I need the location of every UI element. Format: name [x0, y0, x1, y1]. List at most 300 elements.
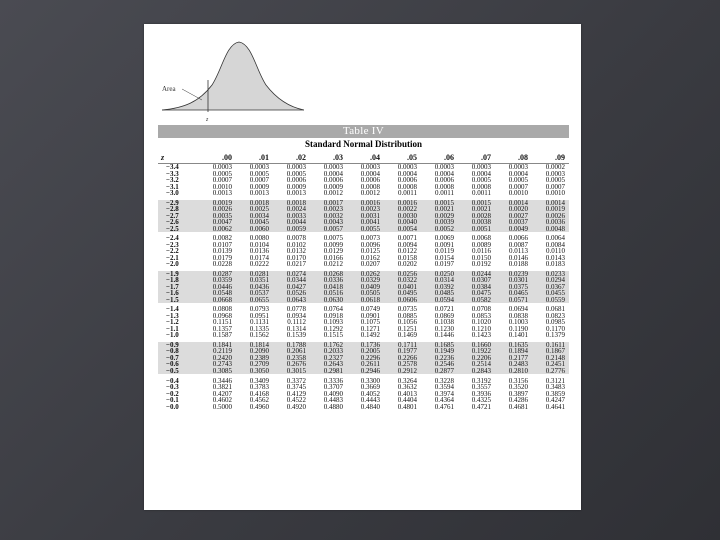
z-value-cell: −3.4	[166, 163, 179, 171]
probability-cell: 0.0351	[236, 277, 273, 284]
probability-cell: 0.4207	[212, 389, 232, 398]
probability-cell: 0.0322	[384, 277, 421, 284]
probability-cell: 0.1587	[212, 331, 232, 340]
probability-cell: 0.0183	[545, 260, 565, 269]
column-header: .03	[310, 151, 347, 164]
probability-cell: 0.2236	[421, 355, 458, 362]
z-value-cell: −2.3	[166, 240, 179, 249]
probability-cell: 0.0139	[212, 247, 232, 256]
probability-cell: 0.4522	[286, 396, 306, 405]
probability-cell: 0.0091	[434, 240, 454, 249]
z-table-body	[158, 164, 569, 411]
probability-cell: 0.1075	[360, 318, 380, 327]
probability-cell: 0.3015	[273, 368, 310, 375]
probability-cell: 0.0023	[310, 206, 347, 213]
probability-cell: 0.0495	[384, 290, 421, 297]
probability-cell: 0.1190	[509, 324, 528, 333]
probability-cell: 0.1469	[397, 331, 417, 340]
probability-cell: 0.4681	[508, 402, 528, 411]
probability-cell: 0.0010	[212, 182, 232, 191]
probability-cell: 0.0287	[199, 271, 236, 278]
probability-cell: 0.2611	[347, 361, 384, 368]
probability-cell: 0.1314	[286, 324, 306, 333]
probability-cell: 0.0281	[236, 271, 273, 278]
probability-cell: 0.3050	[236, 368, 273, 375]
probability-cell: 0.0008	[397, 182, 417, 191]
probability-cell: 0.4090	[323, 389, 343, 398]
z-value-cell: −1.0	[166, 331, 179, 340]
z-table-header-row	[158, 151, 569, 164]
probability-cell: 0.0008	[434, 182, 454, 191]
probability-cell: 0.0582	[458, 297, 495, 304]
probability-cell: 0.0048	[532, 226, 569, 233]
probability-cell: 0.4013	[397, 389, 417, 398]
z-value-cell: −1.8	[158, 277, 199, 284]
probability-cell: 0.0537	[236, 290, 273, 297]
probability-cell: 0.0336	[310, 277, 347, 284]
probability-cell: 0.1335	[249, 324, 269, 333]
probability-cell: 0.0122	[397, 247, 417, 256]
probability-cell: 0.0559	[532, 297, 569, 304]
probability-cell: 0.0681	[545, 305, 565, 314]
probability-cell: 0.0192	[471, 260, 491, 269]
probability-cell: 0.0793	[249, 305, 269, 314]
probability-cell: 0.0244	[458, 271, 495, 278]
probability-cell: 0.0049	[495, 226, 532, 233]
probability-cell: 0.0968	[212, 311, 232, 320]
probability-cell: 0.4443	[360, 396, 380, 405]
probability-cell: 0.2946	[347, 368, 384, 375]
probability-cell: 0.0475	[458, 290, 495, 297]
probability-cell: 0.1020	[471, 318, 491, 327]
probability-cell: 0.2119	[199, 348, 236, 355]
probability-cell: 0.0239	[495, 271, 532, 278]
probability-cell: 0.0033	[273, 213, 310, 220]
probability-cell: 0.0166	[323, 253, 343, 262]
probability-cell: 0.0071	[397, 234, 417, 243]
probability-cell: 0.0006	[360, 176, 380, 184]
z-value-cell: −1.4	[166, 305, 179, 314]
probability-cell: 0.0089	[471, 240, 491, 249]
probability-cell: 0.4840	[360, 402, 380, 411]
probability-cell: 0.0019	[532, 206, 569, 213]
probability-cell: 0.0012	[323, 189, 343, 197]
probability-cell: 0.4247	[545, 396, 565, 405]
probability-cell: 0.0808	[212, 305, 232, 314]
z-value-cell: −2.4	[166, 234, 179, 243]
probability-cell: 0.0003	[508, 163, 528, 171]
column-header: .04	[347, 151, 384, 164]
probability-cell: 0.0764	[323, 305, 343, 314]
probability-cell: 0.0005	[286, 169, 306, 178]
probability-cell: 0.2877	[421, 368, 458, 375]
probability-cell: 0.0006	[397, 176, 417, 184]
probability-cell: 0.0003	[249, 163, 269, 171]
probability-cell: 0.0055	[347, 226, 384, 233]
z-column-header: z	[158, 151, 199, 164]
probability-cell: 0.1292	[323, 324, 343, 333]
probability-cell: 0.0392	[421, 284, 458, 291]
probability-cell: 0.0075	[323, 234, 343, 243]
column-header: .06	[421, 151, 458, 164]
probability-cell: 0.2643	[310, 361, 347, 368]
probability-cell: 0.0025	[236, 206, 273, 213]
probability-cell: 0.4920	[286, 402, 306, 411]
probability-cell: 0.0694	[508, 305, 528, 314]
probability-cell: 0.0143	[545, 253, 565, 262]
probability-cell: 0.0409	[347, 284, 384, 291]
probability-cell: 0.0217	[286, 260, 306, 269]
probability-cell: 0.1492	[360, 331, 380, 340]
probability-cell: 0.1867	[532, 348, 569, 355]
probability-cell: 0.4325	[471, 396, 491, 405]
probability-cell: 0.0102	[286, 240, 306, 249]
z-value-cell: −0.7	[158, 355, 199, 362]
document-page	[144, 24, 581, 510]
column-header: .07	[458, 151, 495, 164]
probability-cell: 0.4761	[434, 402, 454, 411]
z-value-cell: −1.7	[158, 284, 199, 291]
probability-cell: 0.0087	[508, 240, 528, 249]
probability-cell: 0.2810	[495, 368, 532, 375]
z-value-cell: −0.8	[158, 348, 199, 355]
probability-cell: 0.1711	[384, 342, 421, 349]
probability-cell: 0.0485	[421, 290, 458, 297]
probability-cell: 0.1736	[347, 342, 384, 349]
probability-cell: 0.0004	[508, 169, 528, 178]
probability-cell: 0.4960	[249, 402, 269, 411]
probability-cell: 0.1423	[471, 331, 491, 340]
probability-cell: 0.0014	[495, 200, 532, 207]
z-value-cell: −1.2	[166, 318, 179, 327]
probability-cell: 0.1922	[458, 348, 495, 355]
probability-cell: 0.4286	[508, 396, 528, 405]
probability-cell: 0.0051	[458, 226, 495, 233]
probability-cell: 0.0039	[421, 219, 458, 226]
probability-cell: 0.0073	[360, 234, 380, 243]
probability-cell: 0.2420	[199, 355, 236, 362]
probability-cell: 0.0708	[471, 305, 491, 314]
probability-cell: 0.1003	[508, 318, 528, 327]
probability-cell: 0.0174	[249, 253, 269, 262]
probability-cell: 0.3707	[323, 383, 343, 392]
area-label: Area	[162, 85, 176, 93]
probability-cell: 0.0823	[545, 311, 565, 320]
table-title: Table IV	[158, 125, 569, 138]
probability-cell: 0.1539	[286, 331, 306, 340]
probability-cell: 0.1660	[458, 342, 495, 349]
z-value-cell: −1.9	[158, 271, 199, 278]
probability-cell: 0.0294	[532, 277, 569, 284]
probability-cell: 0.0016	[384, 200, 421, 207]
probability-cell: 0.0023	[347, 206, 384, 213]
probability-cell: 0.3121	[545, 376, 565, 385]
probability-cell: 0.0094	[397, 240, 417, 249]
probability-cell: 0.0006	[434, 176, 454, 184]
probability-cell: 0.0918	[323, 311, 343, 320]
z-value-cell: −2.8	[158, 206, 199, 213]
probability-cell: 0.0005	[545, 176, 565, 184]
probability-cell: 0.1357	[212, 324, 232, 333]
probability-cell: 0.0007	[249, 176, 269, 184]
probability-cell: 0.3156	[508, 376, 528, 385]
probability-cell: 0.0150	[471, 253, 491, 262]
probability-cell: 0.3783	[249, 383, 269, 392]
z-value-cell: −0.1	[166, 396, 179, 405]
z-value-cell: −3.2	[166, 176, 179, 184]
probability-cell: 0.0146	[508, 253, 528, 262]
probability-cell: 0.3669	[360, 383, 380, 392]
probability-cell: 0.0024	[273, 206, 310, 213]
probability-cell: 0.3821	[212, 383, 232, 392]
probability-cell: 0.0606	[384, 297, 421, 304]
probability-cell: 0.0401	[384, 284, 421, 291]
probability-cell: 0.0132	[286, 247, 306, 256]
probability-cell: 0.4880	[323, 402, 343, 411]
probability-cell: 0.0222	[249, 260, 269, 269]
probability-cell: 0.0014	[532, 200, 569, 207]
probability-cell: 0.0038	[458, 219, 495, 226]
probability-cell: 0.0516	[310, 290, 347, 297]
probability-cell: 0.0082	[212, 234, 232, 243]
probability-cell: 0.0749	[360, 305, 380, 314]
probability-cell: 0.3192	[471, 376, 491, 385]
probability-cell: 0.0901	[360, 311, 380, 320]
probability-cell: 0.0026	[199, 206, 236, 213]
probability-cell: 0.0344	[273, 277, 310, 284]
probability-cell: 0.0052	[421, 226, 458, 233]
probability-cell: 0.2389	[236, 355, 273, 362]
probability-cell: 0.0013	[212, 189, 232, 197]
probability-cell: 0.2843	[458, 368, 495, 375]
probability-cell: 0.3745	[286, 383, 306, 392]
probability-cell: 0.0375	[495, 284, 532, 291]
probability-cell: 0.1446	[434, 331, 454, 340]
probability-cell: 0.0003	[212, 163, 232, 171]
probability-cell: 0.1762	[310, 342, 347, 349]
z-value-cell: −1.5	[158, 297, 199, 304]
probability-cell: 0.0013	[286, 189, 306, 197]
column-header: .01	[236, 151, 273, 164]
z-value-cell: −1.6	[158, 290, 199, 297]
probability-cell: 0.0003	[545, 169, 565, 178]
probability-cell: 0.4052	[360, 389, 380, 398]
probability-cell: 0.0018	[236, 200, 273, 207]
z-value-cell: −1.3	[166, 311, 179, 320]
probability-cell: 0.3300	[360, 376, 380, 385]
probability-cell: 0.0031	[347, 213, 384, 220]
probability-cell: 0.0110	[546, 247, 565, 256]
probability-cell: 0.0011	[472, 189, 491, 197]
probability-cell: 0.0307	[458, 277, 495, 284]
z-value-cell: −0.6	[158, 361, 199, 368]
probability-cell: 0.1170	[546, 324, 565, 333]
probability-cell: 0.1788	[273, 342, 310, 349]
probability-cell: 0.0418	[310, 284, 347, 291]
probability-cell: 0.2061	[273, 348, 310, 355]
probability-cell: 0.0013	[249, 189, 269, 197]
probability-cell: 0.1210	[471, 324, 491, 333]
table-subtitle: Standard Normal Distribution	[304, 139, 422, 149]
probability-cell: 0.0154	[434, 253, 454, 262]
probability-cell: 0.0018	[273, 200, 310, 207]
probability-cell: 0.0314	[421, 277, 458, 284]
probability-cell: 0.3085	[199, 368, 236, 375]
probability-cell: 0.4562	[249, 396, 269, 405]
z-value-cell: −2.2	[166, 247, 179, 256]
probability-cell: 0.0041	[347, 219, 384, 226]
probability-cell: 0.1038	[434, 318, 454, 327]
probability-cell: 0.0202	[397, 260, 417, 269]
probability-cell: 0.0078	[286, 234, 306, 243]
probability-cell: 0.3264	[397, 376, 417, 385]
probability-cell: 0.2776	[532, 368, 569, 375]
probability-cell: 0.0003	[471, 163, 491, 171]
probability-cell: 0.0655	[236, 297, 273, 304]
probability-cell: 0.0179	[212, 253, 232, 262]
probability-cell: 0.4364	[434, 396, 454, 405]
probability-cell: 0.2358	[273, 355, 310, 362]
probability-cell: 0.0446	[199, 284, 236, 291]
probability-cell: 0.0034	[236, 213, 273, 220]
probability-cell: 0.2981	[310, 368, 347, 375]
probability-cell: 0.0004	[360, 169, 380, 178]
probability-cell: 0.0062	[199, 226, 236, 233]
probability-cell: 0.0021	[421, 206, 458, 213]
probability-cell: 0.2327	[310, 355, 347, 362]
probability-cell: 0.0005	[508, 176, 528, 184]
probability-cell: 0.0571	[495, 297, 532, 304]
probability-cell: 0.0188	[508, 260, 528, 269]
probability-cell: 0.0212	[323, 260, 343, 269]
probability-cell: 0.0162	[360, 253, 380, 262]
probability-cell: 0.0778	[286, 305, 306, 314]
probability-cell: 0.1093	[323, 318, 343, 327]
probability-cell: 0.1515	[323, 331, 343, 340]
probability-cell: 0.0262	[347, 271, 384, 278]
probability-cell: 0.2148	[532, 355, 569, 362]
normal-curve-graphic	[154, 30, 304, 125]
probability-cell: 0.0010	[545, 189, 565, 197]
probability-cell: 0.1271	[360, 324, 380, 333]
probability-cell: 0.5000	[212, 402, 232, 411]
probability-cell: 0.0005	[212, 169, 232, 178]
probability-cell: 0.2177	[495, 355, 532, 362]
probability-cell: 0.4168	[249, 389, 269, 398]
probability-cell: 0.3557	[471, 383, 491, 392]
probability-cell: 0.1230	[434, 324, 454, 333]
probability-cell: 0.2451	[532, 361, 569, 368]
probability-cell: 0.2206	[458, 355, 495, 362]
probability-cell: 0.0735	[397, 305, 417, 314]
probability-cell: 0.0427	[273, 284, 310, 291]
probability-cell: 0.0630	[310, 297, 347, 304]
probability-cell: 0.0384	[458, 284, 495, 291]
probability-cell: 0.3897	[508, 389, 528, 398]
column-header: .08	[495, 151, 532, 164]
probability-cell: 0.0030	[384, 213, 421, 220]
probability-cell: 0.0054	[384, 226, 421, 233]
probability-cell: 0.0009	[249, 182, 269, 191]
probability-cell: 0.0005	[471, 176, 491, 184]
probability-cell: 0.0040	[384, 219, 421, 226]
probability-cell: 0.0003	[286, 163, 306, 171]
probability-cell: 0.2546	[421, 361, 458, 368]
z-value-cell: −1.1	[166, 324, 179, 333]
probability-cell: 0.2483	[495, 361, 532, 368]
probability-cell: 0.1814	[236, 342, 273, 349]
probability-cell: 0.1841	[199, 342, 236, 349]
probability-cell: 0.3520	[508, 383, 528, 392]
probability-cell: 0.2005	[347, 348, 384, 355]
probability-cell: 0.0951	[249, 311, 269, 320]
probability-cell: 0.1251	[397, 324, 417, 333]
probability-cell: 0.0007	[545, 182, 565, 191]
probability-cell: 0.2743	[199, 361, 236, 368]
z-value-cell: −2.6	[158, 219, 199, 226]
probability-cell: 0.3409	[249, 376, 269, 385]
probability-cell: 0.0084	[545, 240, 565, 249]
column-header: .00	[199, 151, 236, 164]
probability-cell: 0.2709	[236, 361, 273, 368]
probability-cell: 0.0009	[286, 182, 306, 191]
probability-cell: 0.0002	[545, 163, 565, 171]
probability-cell: 0.0004	[323, 169, 343, 178]
probability-cell: 0.0885	[397, 311, 417, 320]
probability-cell: 0.0020	[495, 206, 532, 213]
probability-cell: 0.0618	[347, 297, 384, 304]
probability-cell: 0.0359	[199, 277, 236, 284]
z-value-cell: −3.1	[166, 182, 179, 191]
probability-cell: 0.0011	[398, 189, 417, 197]
probability-cell: 0.0011	[435, 189, 454, 197]
probability-cell: 0.0107	[212, 240, 232, 249]
probability-cell: 0.0329	[347, 277, 384, 284]
probability-cell: 0.0721	[434, 305, 454, 314]
probability-cell: 0.0869	[434, 311, 454, 320]
probability-cell: 0.1562	[249, 331, 269, 340]
probability-cell: 0.3228	[434, 376, 454, 385]
probability-cell: 0.2033	[310, 348, 347, 355]
probability-cell: 0.0096	[360, 240, 380, 249]
probability-cell: 0.4641	[545, 402, 565, 411]
probability-cell: 0.2266	[384, 355, 421, 362]
probability-cell: 0.0274	[273, 271, 310, 278]
probability-cell: 0.0505	[347, 290, 384, 297]
probability-cell: 0.0022	[384, 206, 421, 213]
probability-cell: 0.2514	[458, 361, 495, 368]
probability-cell: 0.0170	[286, 253, 306, 262]
probability-cell: 0.0116	[472, 247, 491, 256]
z-value-cell: −0.3	[166, 383, 179, 392]
probability-cell: 0.0436	[236, 284, 273, 291]
probability-cell: 0.0985	[545, 318, 565, 327]
probability-cell: 0.3446	[212, 376, 232, 385]
probability-cell: 0.1056	[397, 318, 417, 327]
z-value-cell: −0.5	[158, 368, 199, 375]
probability-cell: 0.0465	[495, 290, 532, 297]
probability-cell: 0.0004	[397, 169, 417, 178]
probability-cell: 0.1112	[287, 318, 306, 327]
probability-cell: 0.0113	[509, 247, 528, 256]
probability-cell: 0.3594	[434, 383, 454, 392]
probability-cell: 0.0256	[384, 271, 421, 278]
probability-cell: 0.0548	[199, 290, 236, 297]
probability-cell: 0.0158	[397, 253, 417, 262]
probability-cell: 0.1635	[495, 342, 532, 349]
probability-cell: 0.0934	[286, 311, 306, 320]
z-value-cell: −0.4	[166, 376, 179, 385]
